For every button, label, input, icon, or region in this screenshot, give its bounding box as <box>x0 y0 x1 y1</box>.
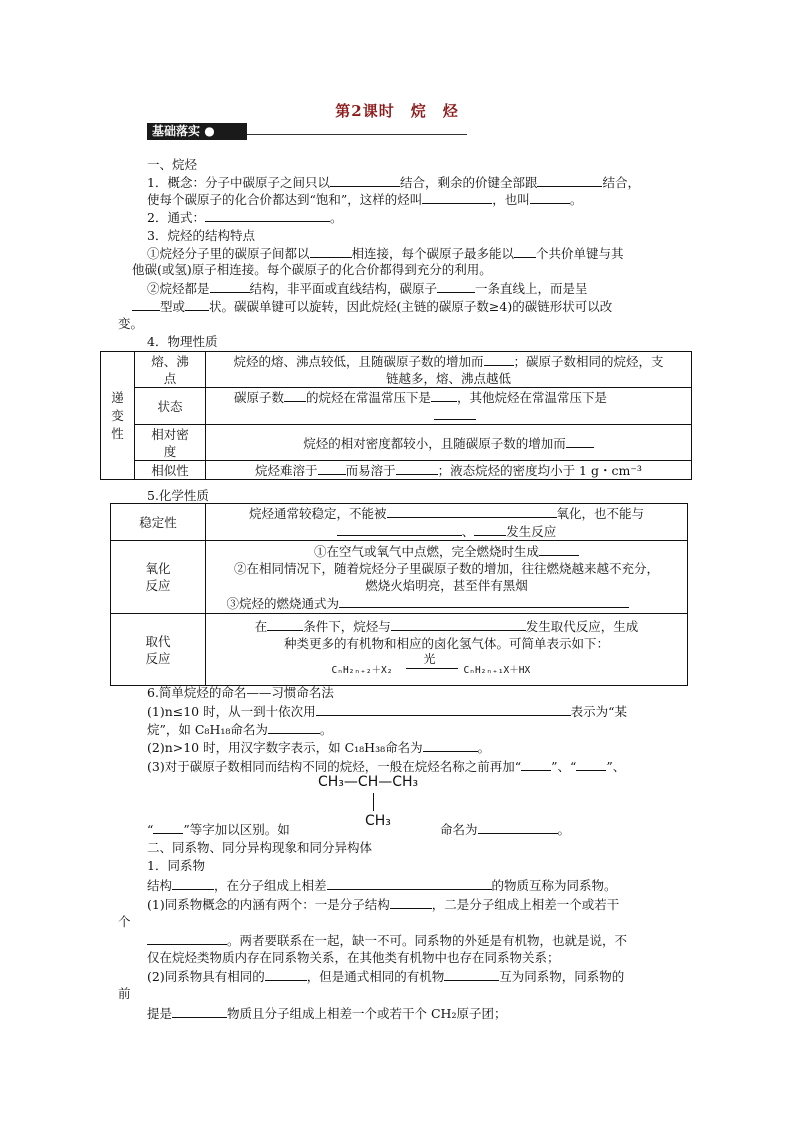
homolog-subheading: 1．同系物 <box>147 858 205 873</box>
chemical-heading: 5.化学性质 <box>147 488 209 503</box>
homolog-line-5: (2)同系物具有相同的 ，但是通式相同的有机物 互为同系物，同系物的 <box>147 969 625 984</box>
reaction-arrow <box>406 668 458 669</box>
row-cell-mp: 烷烃的熔、沸点较低，且随碳原子数的增加而 ；碳原子数相同的烷烃，支 链越多，熔、沸点越低 <box>206 352 692 388</box>
row-cell-density: 烷烃的相对密度都较小，且随碳原子数的增加而 <box>206 425 692 461</box>
row-cell-oxidation: ①在空气或氧气中点燃，完全燃烧时生成 ②在相同情况下，随着烷烃分子里碳原子数的增加，往往燃烧越来越不充分， 燃烧火焰明亮，甚至伴有黑烟 ③烷烃的燃烧通式为 <box>206 541 688 614</box>
row-header-stability: 稳定性 <box>111 504 206 541</box>
structure-line-5: 变。 <box>118 316 144 331</box>
row-header-similarity: 相似性 <box>135 461 206 480</box>
naming-line-5: “ ”等字加以区别。如 <box>147 822 290 837</box>
section-banner: 基础落实 ● <box>147 123 247 140</box>
naming-heading: 6.简单烷烃的命名——习惯命名法 <box>147 685 334 700</box>
isobutane-structure-top: CH₃—CH—CH₃ <box>318 774 419 790</box>
structure-line-3: ②烷烃都是 结构，非平面或直线结构，碳原子 一条直线上，而是呈 <box>147 281 588 296</box>
naming-line-3: (2)n>10 时，用汉字数字表示，如 C₁₈H₃₈命名为 。 <box>147 740 491 755</box>
banner-divider <box>247 134 467 135</box>
row-header-state: 状态 <box>135 388 206 425</box>
structure-heading: 3．烷烃的结构特点 <box>147 228 255 243</box>
naming-line-4: (3)对于碳原子数相同而结构不同的烷烃，一般在烷烃名称之前再加“ ”、“ ”、 <box>147 759 626 774</box>
structure-line-1: ①烷烃分子里的碳原子间都以 相连接，每个碳原子最多能以 个共价单键与其 <box>147 246 624 261</box>
row-cell-stability: 烷烃通常较稳定，不能被 氧化，也不能与 、 发生反应 <box>206 504 688 541</box>
homolog-line-2-wrap: 个 <box>118 914 131 929</box>
page-title: 第2课时 烷 烃 <box>335 102 459 120</box>
section-heading-homolog: 二、同系物、同分异构现象和同分异构体 <box>147 840 373 855</box>
physical-properties-table <box>100 351 692 480</box>
substitution-equation: CₙH₂ₙ₊₂＋X₂ 光 CₙH₂ₙ₊₁X＋HX <box>331 652 531 676</box>
structure-line-4: 型或 状。碳碳单键可以旋转，因此烷烃(主链的碳原子数≥4)的碳链形状可以改 <box>132 297 612 315</box>
row-header-substitution: 取代 反应 <box>111 614 206 686</box>
homolog-line-6: 提是 物质且分子组成上相差一个或若干个 CH₂原子团； <box>147 1006 507 1021</box>
isobutane-branch-bond <box>373 793 374 811</box>
row-header-mp: 熔、沸 点 <box>135 352 206 388</box>
homolog-line-1: 结构 ，在分子组成上相差 的物质互称为同系物。 <box>147 878 617 893</box>
isobutane-structure-bottom: CH₃ <box>365 813 391 829</box>
concept-line-1: 1．概念：分子中碳原子之间只以 结合，剩余的价键全部跟 结合， <box>147 175 640 190</box>
naming-line-2: 烷”，如 C₈H₁₈命名为 。 <box>147 722 333 737</box>
homolog-line-3: 。两者要联系在一起，缺一不可。同系物的外延是有机物，也就是说，不 <box>147 931 627 949</box>
naming-line-1: (1)n≤10 时，从一到十依次用 表示为“某 <box>147 704 628 719</box>
chemical-properties-table <box>110 503 688 686</box>
structure-line-2: 他碳(或氢)原子相连接。每个碳原子的化合价都得到充分的利用。 <box>132 262 492 277</box>
row-cell-substitution: 在 条件下，烷烃与 发生取代反应，生成 种类更多的有机物和相应的卤化氢气体。可简单表示如下： CₙH₂ₙ₊₂＋X₂ 光 CₙH₂ₙ₊₁X＋HX <box>206 614 688 686</box>
physical-heading: 4．物理性质 <box>147 334 218 349</box>
homolog-line-5-wrap: 前 <box>118 986 131 1001</box>
side-label: 递 变 性 <box>101 352 135 480</box>
section-heading-alkane: 一、烷烃 <box>147 157 198 172</box>
row-header-oxidation: 氧化 反应 <box>111 541 206 614</box>
naming-result: 命名为 。 <box>440 822 571 837</box>
homolog-line-2: (1)同系物概念的内涵有两个：一是分子结构 ，二是分子组成上相差一个或若干 <box>147 897 620 912</box>
general-formula-line: 2．通式： 。 <box>147 210 343 225</box>
row-cell-state: 碳原子数 的烷烃在常温常压下是 ，其他烷烃在常温常压下是 <box>206 388 692 425</box>
concept-line-2: 使每个碳原子的化合价都达到“饱和”，这样的烃叫 ，也叫 。 <box>147 192 583 207</box>
row-header-density: 相对密 度 <box>135 425 206 461</box>
homolog-line-4: 仅在烷烃类物质内存在同系物关系，在其他类有机物中也存在同系物关系； <box>147 950 560 965</box>
row-cell-similarity: 烷烃难溶于 而易溶于 ；液态烷烃的密度均小于 1 g・cm⁻³ <box>206 461 692 480</box>
